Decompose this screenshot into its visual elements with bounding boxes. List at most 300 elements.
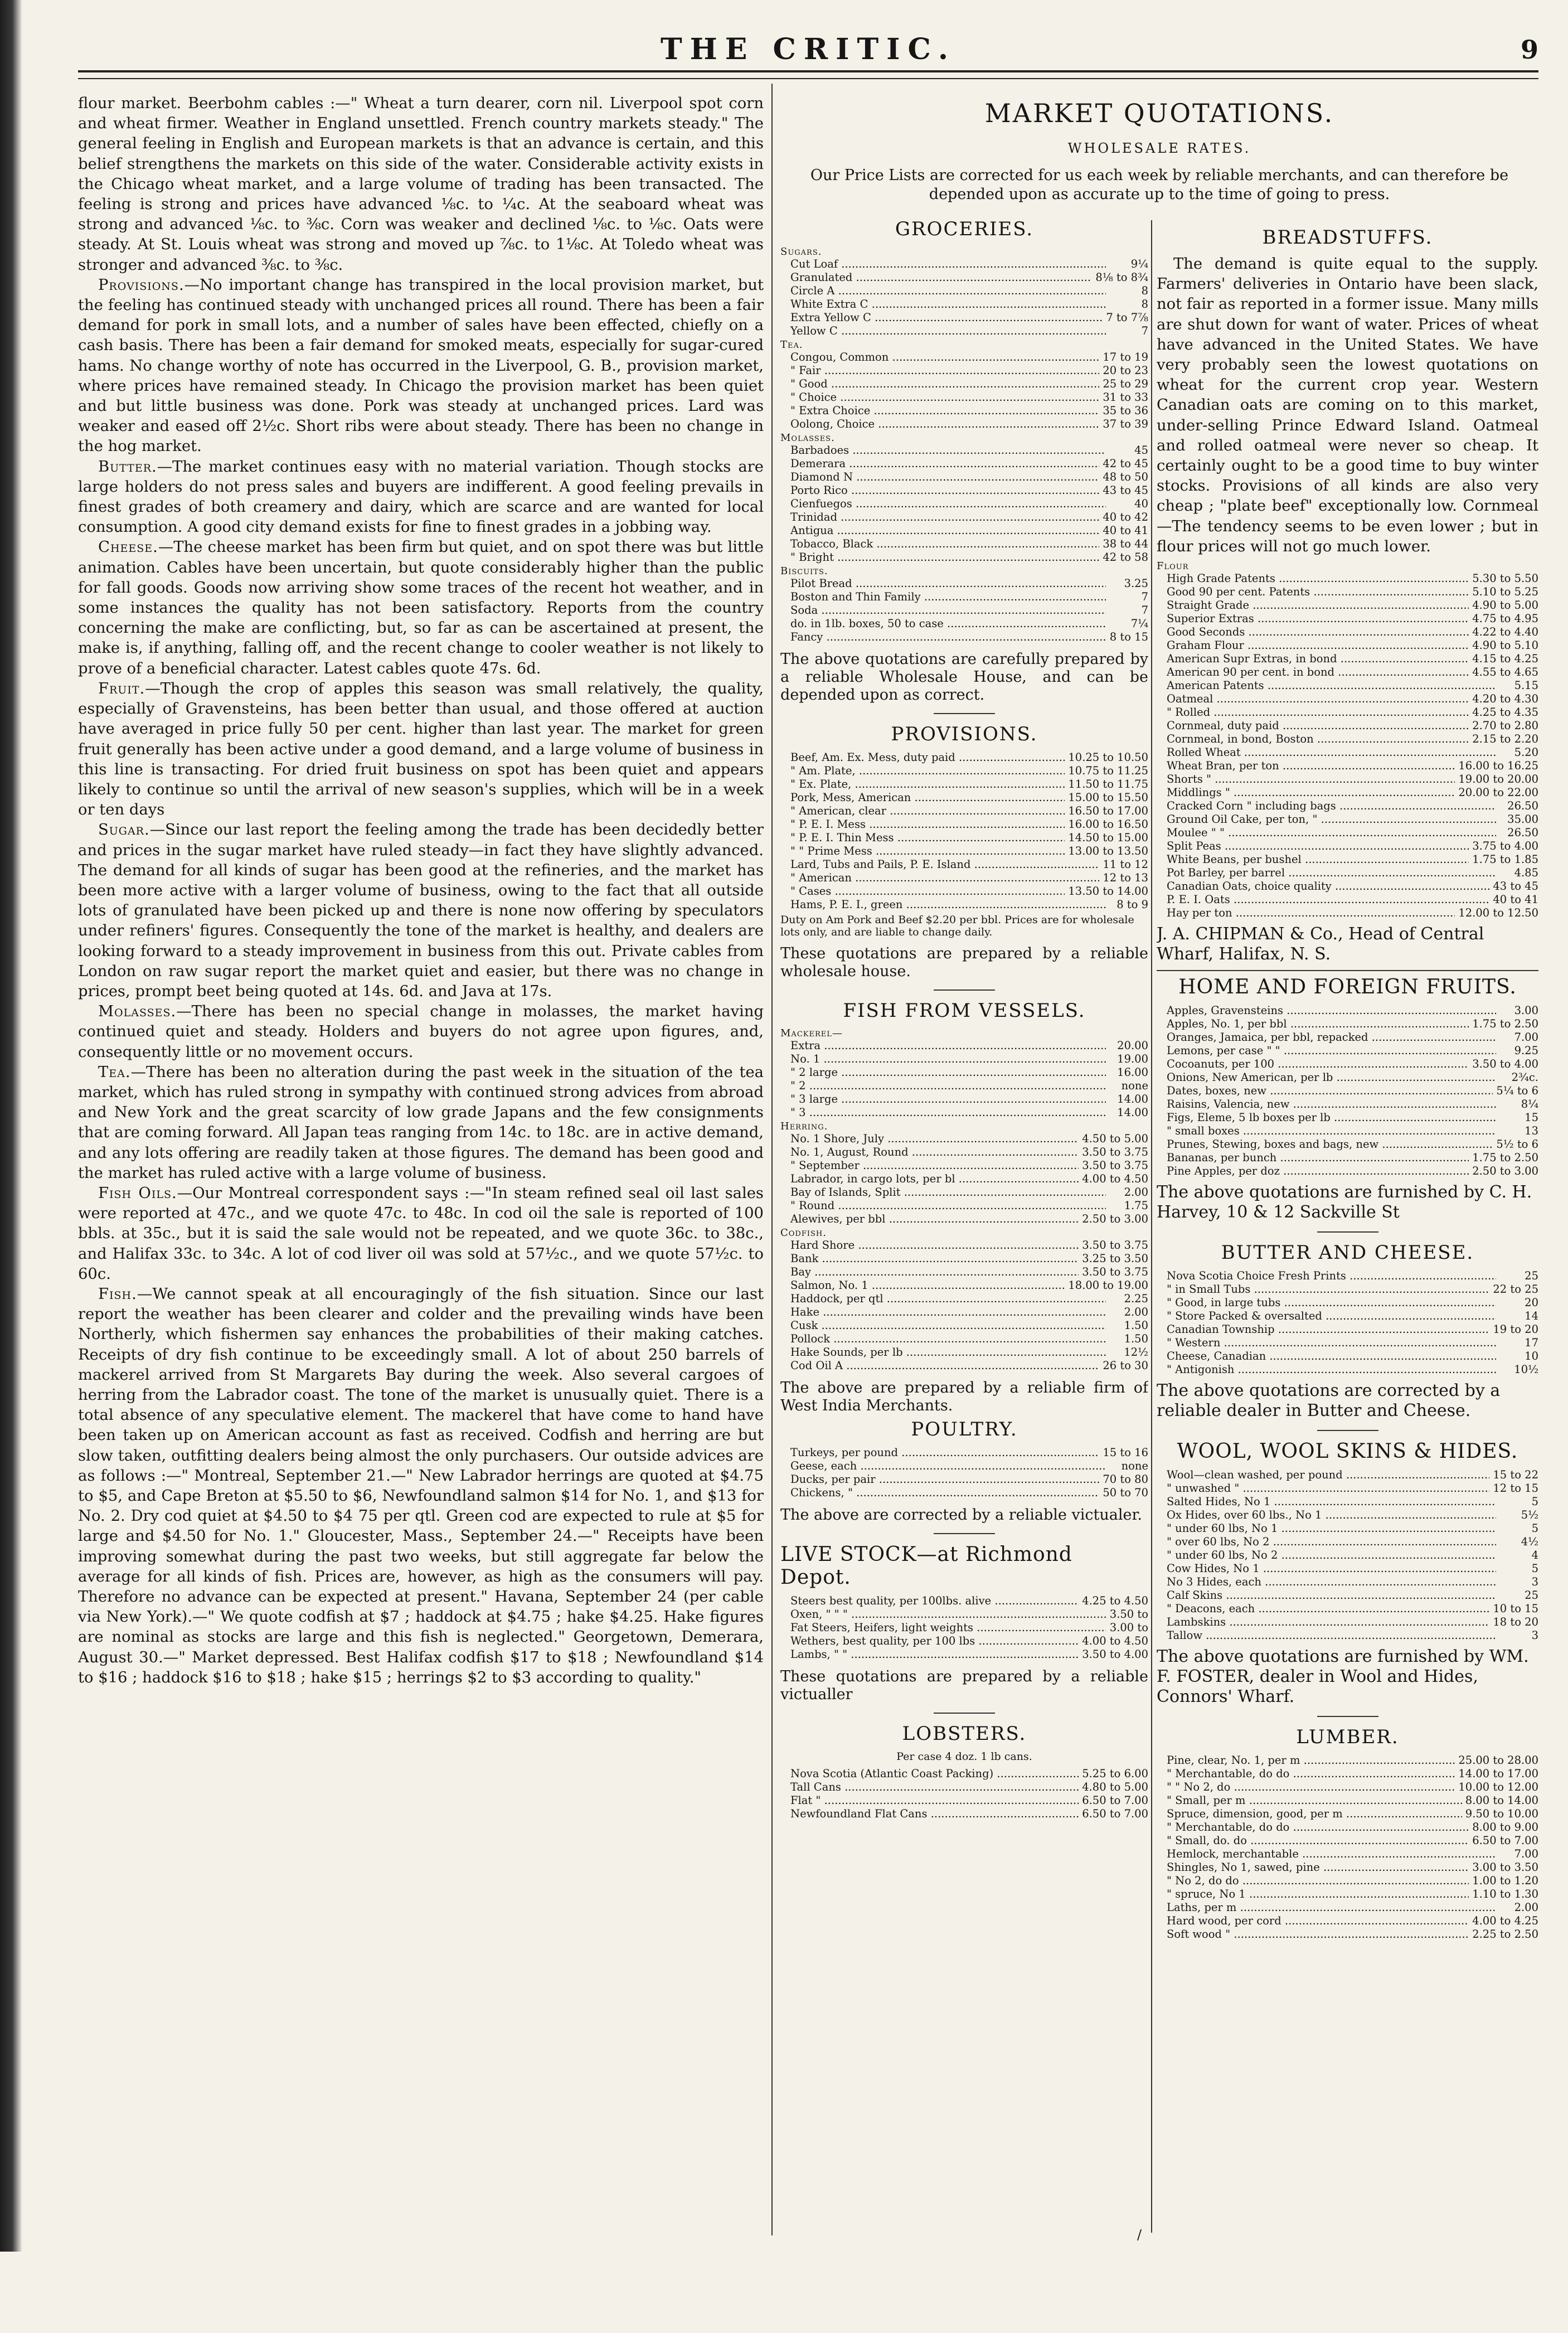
item-name: Cocoanuts, per 100 ..... — [1157, 1058, 1469, 1071]
item-name: Cornmeal, duty paid ..... — [1157, 719, 1469, 733]
price-row — [780, 1252, 1148, 1265]
provisions-note: These quotations are prepared by a reliable wholesale house. — [780, 945, 1148, 980]
divider — [1317, 1716, 1378, 1717]
item-name: Pine, clear, No. 1, per m ..... — [1157, 1754, 1455, 1767]
item-price: 6.50 to 7.00 — [1472, 1834, 1538, 1847]
divider — [934, 713, 995, 714]
item-price: 18 to 20 — [1493, 1616, 1538, 1629]
item-price: 8.00 to 14.00 — [1465, 1794, 1538, 1807]
price-row — [1157, 1084, 1538, 1098]
item-name: Wool—clean washed, per pound ..... — [1157, 1468, 1489, 1482]
item-price: 2.50 to 3.00 — [1082, 1212, 1148, 1225]
right-price-column — [1157, 223, 1538, 2219]
item-price: 8 — [1141, 298, 1148, 311]
item-price: 3.25 to 3.50 — [1082, 1252, 1148, 1265]
item-name: Cod Oil A ..... — [780, 1359, 1099, 1372]
wool-dealer: The above quotations are furnished by WM. F. FOSTER, dealer in Wool and Hides, Connors' Wharf. — [1157, 1647, 1529, 1707]
divider — [1317, 1231, 1378, 1233]
price-row — [1157, 1888, 1538, 1901]
item-price: 38 to 44 — [1103, 537, 1148, 550]
price-row — [1157, 666, 1538, 679]
item-price: 10 to 15 — [1493, 1602, 1538, 1616]
price-row — [780, 1648, 1148, 1661]
item-name: Tobacco, Black ..... — [780, 537, 1099, 551]
item-price: 26 to 30 — [1103, 1359, 1148, 1372]
price-row — [1157, 625, 1538, 639]
item-price: 2.70 to 2.80 — [1472, 719, 1538, 733]
price-row — [1157, 1928, 1538, 1941]
price-row — [1157, 853, 1538, 866]
price-row — [780, 1781, 1148, 1794]
price-row — [780, 258, 1148, 271]
item-price: 5.20 — [1514, 746, 1538, 759]
price-row — [780, 1066, 1148, 1079]
item-price: 13.50 to 14.00 — [1068, 885, 1148, 898]
item-price: 48 to 50 — [1103, 471, 1148, 483]
item-price: 9.50 to 10.00 — [1465, 1807, 1538, 1821]
item-name: Cienfuegos ..... — [780, 497, 1106, 511]
item-price: 42 to 45 — [1103, 457, 1148, 470]
item-price: 6.50 to 7.00 — [1082, 1794, 1148, 1807]
lobsters-title: LOBSTERS. — [902, 1723, 1027, 1745]
price-row — [1157, 1549, 1538, 1562]
report-paragraph — [78, 457, 764, 538]
item-name: Ducks, per pair ..... — [780, 1473, 1099, 1486]
item-price: 10.00 to 12.00 — [1458, 1781, 1538, 1794]
item-price: 8 to 9 — [1116, 898, 1148, 911]
item-name: Oatmeal ..... — [1157, 692, 1469, 706]
price-row — [1157, 1111, 1538, 1124]
price-row — [780, 1039, 1148, 1052]
item-name: Raisins, Valencia, new ..... — [1157, 1098, 1496, 1111]
item-name: " Western ..... — [1157, 1336, 1496, 1350]
item-name: Fancy ..... — [780, 630, 1106, 644]
item-price: 11 to 12 — [1103, 858, 1148, 871]
item-price: 15 — [1525, 1111, 1538, 1124]
price-row — [1157, 1098, 1538, 1111]
item-name: Antigua ..... — [780, 524, 1099, 537]
item-price: 2.25 to 2.50 — [1472, 1928, 1538, 1941]
item-price: 4.20 to 4.30 — [1472, 692, 1538, 706]
item-price: 3.50 to 4.00 — [1472, 1058, 1538, 1071]
breadstuffs-dealer: J. A. CHIPMAN & Co., Head of Central Wharf, Halifax, N. S. — [1157, 924, 1484, 964]
fruits-list — [1157, 1004, 1538, 1178]
price-row — [1157, 1323, 1538, 1336]
item-price: 1.75 to 2.50 — [1472, 1151, 1538, 1165]
item-name: " Small, do. do ..... — [1157, 1834, 1469, 1847]
price-row — [1157, 1629, 1538, 1642]
item-name: Porto Rico ..... — [780, 484, 1099, 497]
item-price: 20 to 23 — [1103, 364, 1148, 377]
report-paragraph — [78, 275, 764, 457]
item-name: Onions, New American, per lb ..... — [1157, 1071, 1496, 1084]
item-name: Pork, Mess, American ..... — [780, 791, 1065, 804]
market-report-column — [78, 94, 764, 2212]
item-name: Demerara ..... — [780, 457, 1099, 471]
item-price: 42 to 58 — [1103, 551, 1148, 564]
price-row — [780, 1239, 1148, 1252]
price-row — [1157, 746, 1538, 759]
item-price: 1.10 to 1.30 — [1472, 1888, 1538, 1901]
item-price: 4.90 to 5.00 — [1472, 599, 1538, 612]
price-row — [1157, 706, 1538, 719]
item-price: 1.75 to 2.50 — [1472, 1017, 1538, 1031]
item-price: 50 to 70 — [1103, 1486, 1148, 1499]
price-row — [780, 1634, 1148, 1648]
price-row — [780, 1459, 1148, 1473]
item-name: " Good, in large tubs ..... — [1157, 1296, 1496, 1309]
groceries-note: The above quotations are carefully prepared by a reliable Wholesale House, and can be depended upon as correct. — [780, 651, 1148, 704]
item-price: 3.00 to — [1109, 1621, 1148, 1634]
item-name: Graham Flour ..... — [1157, 639, 1469, 652]
item-price: 31 to 33 — [1103, 391, 1148, 404]
item-price: 17 — [1525, 1336, 1538, 1350]
item-name: " Good ..... — [780, 377, 1099, 391]
price-row — [780, 1306, 1148, 1319]
wool-section — [1157, 1440, 1538, 1707]
column-divider-right — [1151, 220, 1152, 2233]
item-price: 4 — [1531, 1549, 1538, 1562]
item-price: 2.25 — [1124, 1292, 1148, 1305]
price-row — [780, 1446, 1148, 1459]
item-price: 5½ — [1521, 1509, 1538, 1522]
price-row — [780, 1186, 1148, 1199]
livestock-section — [780, 1543, 1148, 1704]
item-price: 3.50 to — [1109, 1608, 1148, 1621]
footer-mark: / — [1137, 2227, 1142, 2243]
item-name: American Supr Extras, in bond ..... — [1157, 652, 1469, 666]
item-name: do. in 1lb. boxes, 50 to case ..... — [780, 617, 1106, 630]
item-price: 4.55 to 4.65 — [1472, 666, 1538, 679]
item-name: Prunes, Stewing, boxes and bags, new ..... — [1157, 1138, 1493, 1151]
item-name: " Merchantable, do do ..... — [1157, 1767, 1455, 1781]
item-price: 4.50 to 5.00 — [1082, 1132, 1148, 1145]
item-name: No. 1 Shore, July ..... — [780, 1132, 1079, 1146]
item-price: 5 — [1531, 1495, 1538, 1509]
price-row — [780, 311, 1148, 324]
item-price: 16.50 to 17.00 — [1068, 804, 1148, 817]
item-price: 8⅛ to 8¾ — [1095, 271, 1148, 284]
item-name: Steers best quality, per 100lbs. alive ..... — [780, 1594, 1079, 1608]
item-name: " spruce, No 1 ..... — [1157, 1888, 1469, 1901]
item-name: " " No 2, do ..... — [1157, 1781, 1455, 1794]
item-name: American Patents ..... — [1157, 679, 1496, 692]
item-name: Hake Sounds, per lb ..... — [780, 1346, 1106, 1359]
price-row — [1157, 679, 1538, 692]
item-name: Extra ..... — [780, 1039, 1106, 1052]
price-row — [780, 1279, 1148, 1292]
price-row — [1157, 1535, 1538, 1549]
price-row — [780, 818, 1148, 831]
paragraph-text: —Since our last report the feeling among the trade has been decidedly better and prices in the sugar market have ruled steady—in fact they have slightly advanced. The demand for all kinds of sugar has been good at the refineries, and the market has been more active with a larger volume of business, owing to the fact that all outside lots of granulated have been picked up and there is none now offering by speculators under refiners' figures. Consequently the tone of the market is healthy, and dealers are looking forward to a steady improvement in business from this out. Private cables from London on raw sugar report the market quiet and easier, but there was no change in prices, prompt beet being quoted at 14s. 6d. and Java at 17s. — [78, 821, 764, 1000]
item-name: Cornmeal, in bond, Boston ..... — [1157, 733, 1469, 746]
masthead-rule-bottom — [78, 78, 1538, 79]
item-name: Lard, Tubs and Pails, P. E. Island ..... — [780, 858, 1099, 871]
price-row — [780, 298, 1148, 311]
report-paragraph — [78, 1284, 764, 1688]
price-row — [1157, 773, 1538, 786]
price-row — [1157, 1754, 1538, 1767]
price-row — [780, 324, 1148, 338]
item-price: 1.75 to 1.85 — [1472, 853, 1538, 866]
item-name: " American ..... — [780, 871, 1099, 885]
price-row — [1157, 1861, 1538, 1874]
item-price: 8 to 15 — [1109, 630, 1148, 643]
item-price: 5½ to 6 — [1496, 1138, 1538, 1151]
price-row — [780, 751, 1148, 764]
price-row — [780, 484, 1148, 497]
item-name: No. 1, August, Round ..... — [780, 1146, 1079, 1159]
item-name: Lemons, per case " " ..... — [1157, 1044, 1496, 1058]
price-row — [780, 885, 1148, 898]
masthead — [78, 32, 1538, 66]
item-name: Hams, P. E. I., green ..... — [780, 898, 1106, 911]
item-name: Spruce, dimension, good, per m ..... — [1157, 1807, 1462, 1821]
item-name: Superior Extras ..... — [1157, 612, 1469, 625]
masthead-title: THE CRITIC. — [660, 32, 957, 66]
item-name: No. 1 ..... — [780, 1052, 1106, 1066]
item-name: Soda ..... — [780, 604, 1106, 617]
item-name: Wheat Bran, per ton ..... — [1157, 759, 1455, 773]
provisions-list — [780, 751, 1148, 911]
price-row — [1157, 1589, 1538, 1602]
item-price: 40 to 41 — [1103, 524, 1148, 537]
item-name: " Merchantable, do do ..... — [1157, 1821, 1469, 1834]
item-price: 45 — [1134, 444, 1148, 457]
item-name: Fat Steers, Heifers, light weights ..... — [780, 1621, 1106, 1634]
market-quotations-intro: Our Price Lists are corrected for us each week by reliable merchants, and can therefore be depended upon as accurate up to the time of going to press. — [810, 167, 1509, 203]
item-name: " 3 large ..... — [780, 1093, 1106, 1106]
item-price: 40 to 41 — [1493, 893, 1538, 906]
item-name: Oxen, " " " ..... — [780, 1608, 1106, 1621]
divider — [934, 1533, 995, 1534]
item-name: " Store Packed & oversalted ..... — [1157, 1309, 1496, 1323]
item-name: Shorts " ..... — [1157, 773, 1455, 786]
price-row — [1157, 1468, 1538, 1482]
livestock-note: These quotations are prepared by a reliable victualler — [780, 1668, 1148, 1703]
item-price: 5.15 — [1514, 679, 1538, 692]
item-name: Salmon, No. 1 ..... — [780, 1279, 1065, 1292]
paragraph-text: —Though the crop of apples this season was small relatively, the quality, especially of Gravensteins, has been better than usual, and those offered at auction have averaged in price fully 50 per cent. higher than last year. The market for green fruit generally has been active under a good demand, and a large volume of business in this line is transacting. For dried fruit business on spot has been quiet and appears likely to continue so until the arrival of new season's supplies, which will be in a week or ten days — [78, 680, 764, 819]
item-price: 12.00 to 12.50 — [1458, 906, 1538, 920]
item-name: Ground Oil Cake, per ton, " ..... — [1157, 813, 1496, 826]
price-row — [780, 845, 1148, 858]
item-price: 37 to 39 — [1103, 418, 1148, 430]
fruits-title: HOME AND FOREIGN FRUITS. — [1178, 976, 1517, 999]
report-paragraph — [78, 1002, 764, 1063]
paragraph-lead: Fish. — [98, 1285, 137, 1303]
item-name: Geese, each ..... — [780, 1459, 1106, 1473]
price-row — [1157, 866, 1538, 880]
item-price: 3 — [1531, 1575, 1538, 1589]
item-name: No 3 Hides, each ..... — [1157, 1575, 1496, 1589]
item-price: 7¼ — [1130, 617, 1148, 630]
item-price: 10½ — [1514, 1363, 1538, 1376]
item-price: 1.50 — [1124, 1332, 1148, 1345]
item-name: Haddock, per qtl ..... — [780, 1292, 1106, 1306]
paragraph-lead: Fruit. — [98, 680, 145, 697]
item-price: 5.10 to 5.25 — [1472, 585, 1538, 599]
item-name: " No 2, do do ..... — [1157, 1874, 1469, 1888]
item-name: Cow Hides, No 1 ..... — [1157, 1562, 1496, 1575]
price-row — [780, 1319, 1148, 1332]
item-name: " Round ..... — [780, 1199, 1106, 1212]
paragraph-text: —The market continues easy with no material variation. Though stocks are large holders do not press sales and buyers are indifferent. A good feeling prevails in finest grades of both creamery and dairy, which are scarce and are wanted for local consumption. A good city demand exists for fine to finest grades in a jobbing way. — [78, 458, 764, 536]
item-name: " Ex. Plate, ..... — [780, 778, 1065, 791]
paragraph-text: —The cheese market has been firm but quiet, and on spot there was but little animation. Cables have been uncertain, but quote considerably higher than the public for fall goods. Goods now arriving show some traces of the recent hot weather, and in some instances the quality has not been satisfactory. Reports from the country concerning the make are conflicting, but, so far as can be ascertained at present, the make is, if anything, falling off, and the recent change to cooler weather is not likely to prove of a beneficial character. Latest cables quote 47s. 6d. — [78, 539, 764, 677]
item-name: " Small, per m ..... — [1157, 1794, 1462, 1807]
poultry-note: The above are corrected by a reliable victualer. — [780, 1506, 1142, 1524]
item-price: 3.50 to 4.00 — [1082, 1648, 1148, 1661]
price-row — [780, 511, 1148, 524]
item-name: High Grade Patents ..... — [1157, 572, 1469, 585]
butter-title: BUTTER AND CHEESE. — [1221, 1241, 1474, 1264]
report-paragraph — [78, 1184, 764, 1284]
item-name: Good 90 per cent. Patents ..... — [1157, 585, 1469, 599]
wool-title: WOOL, WOOL SKINS & HIDES. — [1177, 1440, 1518, 1463]
price-row — [780, 284, 1148, 298]
price-row — [780, 1621, 1148, 1634]
item-price: 14.00 — [1117, 1106, 1148, 1119]
item-price: 10 — [1525, 1350, 1538, 1363]
butter-section — [1157, 1241, 1538, 1421]
group-heading: Molasses. — [780, 432, 835, 444]
butter-list — [1157, 1269, 1538, 1376]
price-row — [1157, 612, 1538, 625]
item-price: 16.00 to 16.25 — [1458, 759, 1538, 773]
item-price: 4.00 to 4.50 — [1082, 1634, 1148, 1647]
item-name: Calf Skins ..... — [1157, 1589, 1496, 1602]
item-price: 35 to 36 — [1103, 404, 1148, 417]
price-row — [1157, 1616, 1538, 1629]
price-row — [1157, 1350, 1538, 1363]
price-row — [1157, 652, 1538, 666]
item-name: Bank ..... — [780, 1252, 1079, 1265]
item-name: Hard wood, per cord ..... — [1157, 1914, 1469, 1928]
price-row — [780, 404, 1148, 418]
price-row — [1157, 572, 1538, 585]
item-price: 3.00 to 3.50 — [1472, 1861, 1538, 1874]
fish-section — [780, 1000, 1148, 1415]
item-name: " American, clear ..... — [780, 804, 1065, 818]
price-row — [1157, 1031, 1538, 1044]
item-name: Nova Scotia Choice Fresh Prints ..... — [1157, 1269, 1496, 1283]
price-row — [1157, 1821, 1538, 1834]
price-row — [780, 1159, 1148, 1172]
groceries-section — [780, 218, 1148, 704]
price-row — [780, 630, 1148, 644]
item-price: 43 to 45 — [1103, 484, 1148, 497]
item-price: 13 — [1525, 1124, 1538, 1138]
report-paragraph — [78, 820, 764, 1002]
item-name: White Beans, per bushel ..... — [1157, 853, 1469, 866]
price-row — [780, 271, 1148, 284]
item-price: 20.00 — [1117, 1039, 1148, 1052]
group-heading: Mackerel— — [780, 1027, 843, 1039]
item-price: 3.50 to 3.75 — [1082, 1239, 1148, 1252]
item-name: Moulee " " ..... — [1157, 826, 1496, 840]
price-row — [780, 418, 1148, 431]
price-row — [780, 1594, 1148, 1608]
groceries-title: GROCERIES. — [895, 218, 1034, 240]
item-price: 7 — [1141, 324, 1148, 337]
item-name: Hard Shore ..... — [780, 1239, 1079, 1252]
item-price: 14.00 — [1117, 1093, 1148, 1105]
item-price: 3.50 to 3.75 — [1082, 1159, 1148, 1172]
price-row — [780, 764, 1148, 778]
column-divider-left — [771, 84, 773, 2235]
price-row — [1157, 733, 1538, 746]
item-name: Nova Scotia (Atlantic Coast Packing) ..... — [780, 1767, 1079, 1781]
item-price: 16.00 — [1117, 1066, 1148, 1079]
item-name: " P. E. I. Thin Mess ..... — [780, 831, 1065, 845]
price-row — [1157, 1363, 1538, 1376]
price-row — [1157, 1602, 1538, 1616]
item-name: Barbadoes ..... — [780, 444, 1106, 457]
item-name: Hemlock, merchantable ..... — [1157, 1847, 1496, 1861]
item-price: 10.25 to 10.50 — [1068, 751, 1148, 764]
price-row — [1157, 1575, 1538, 1589]
price-row — [780, 604, 1148, 617]
price-row — [780, 1608, 1148, 1621]
price-row — [1157, 1781, 1538, 1794]
item-name: " Deacons, each ..... — [1157, 1602, 1489, 1616]
price-row — [1157, 813, 1538, 826]
item-price: 4½ — [1521, 1535, 1538, 1549]
item-price: 3.50 to 3.75 — [1082, 1265, 1148, 1278]
market-quotations-subtitle: WHOLESALE RATES. — [1067, 140, 1251, 156]
item-name: Split Peas ..... — [1157, 840, 1469, 853]
price-row — [1157, 1495, 1538, 1509]
breadstuffs-text: The demand is quite equal to the supply. Farmers' deliveries in Ontario have been slack, not fair as reported in a former issue. Many mills are shut down for want of water. Prices of wheat have advanced in the United States. We have very probably seen the lowest quotations on wheat for the current crop year. Western Canadian oats are coming on to this market, under-selling Prince Edward Island. Oatmeal and rolled oatmeal were never so cheap. It certainly ought to be a good time to buy winter stocks. Provisions of all kinds are also very cheap ; "plate beef" exceptionally low. Cornmeal—The tendency seems to be even lower ; but in flour prices will not go much lower. — [1157, 255, 1538, 555]
item-price: 70 to 80 — [1103, 1473, 1148, 1486]
price-row — [1157, 639, 1538, 652]
item-price: 8 — [1141, 284, 1148, 297]
price-row — [780, 858, 1148, 871]
price-row — [780, 1292, 1148, 1306]
item-price: 14.00 to 17.00 — [1458, 1767, 1538, 1781]
price-row — [1157, 1847, 1538, 1861]
item-name: Oranges, Jamaica, per bbl, repacked ..... — [1157, 1031, 1496, 1044]
lobsters-subtitle: Per case 4 doz. 1 lb cans. — [896, 1750, 1032, 1763]
item-name: Trinidad ..... — [780, 511, 1099, 524]
poultry-section — [780, 1418, 1148, 1524]
price-row — [780, 898, 1148, 911]
item-price: 5¼ to 6 — [1496, 1084, 1538, 1098]
item-price: 4.90 to 5.10 — [1472, 639, 1538, 652]
provisions-duty-note: Duty on Am Pork and Beef $2.20 per bbl. Prices are for wholesale lots only, and are liable to change daily. — [780, 914, 1134, 938]
item-price: 4.22 to 4.40 — [1472, 625, 1538, 639]
item-price: 2.00 — [1124, 1306, 1148, 1318]
item-name: Tall Cans ..... — [780, 1781, 1079, 1794]
item-price: 4.00 to 4.50 — [1082, 1172, 1148, 1185]
fish-note: The above are prepared by a reliable firm of West India Merchants. — [780, 1379, 1148, 1414]
price-row — [780, 831, 1148, 845]
item-price: 2¾c. — [1511, 1071, 1538, 1084]
item-name: Pot Barley, per barrel ..... — [1157, 866, 1496, 880]
item-name: Pine Apples, per doz ..... — [1157, 1165, 1469, 1178]
price-row — [1157, 1901, 1538, 1914]
item-price: 14 — [1525, 1309, 1538, 1323]
price-row — [1157, 1482, 1538, 1495]
item-price: 19.00 to 20.00 — [1458, 773, 1538, 786]
price-row — [780, 590, 1148, 604]
item-price: 9.25 — [1514, 1044, 1538, 1058]
price-row — [780, 471, 1148, 484]
paragraph-lead: Provisions. — [98, 276, 185, 294]
divider — [934, 1713, 995, 1714]
breadstuffs-title: BREADSTUFFS. — [1262, 226, 1433, 249]
